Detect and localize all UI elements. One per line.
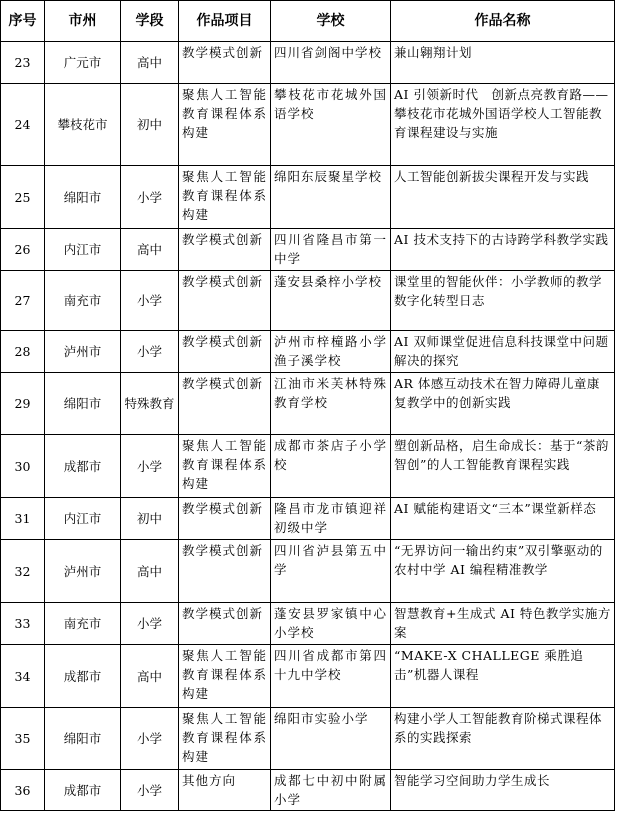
cell-title: AI 双师课堂促进信息科技课堂中问题解决的探究 <box>391 331 615 373</box>
cell-city: 内江市 <box>45 229 121 271</box>
cell-no: 29 <box>1 373 45 435</box>
cell-project: 教学模式创新 <box>179 271 271 331</box>
cell-no: 32 <box>1 540 45 603</box>
cell-stage: 小学 <box>121 271 179 331</box>
cell-stage: 小学 <box>121 166 179 229</box>
cell-no: 27 <box>1 271 45 331</box>
cell-city: 成都市 <box>45 645 121 708</box>
table-row <box>1 645 615 708</box>
cell-city: 绵阳市 <box>45 373 121 435</box>
cell-no: 26 <box>1 229 45 271</box>
cell-title: 兼山翱翔计划 <box>391 42 615 84</box>
table-row <box>1 498 615 540</box>
cell-title: 智慧教育+生成式 AI 特色教学实施方案 <box>391 603 615 645</box>
cell-stage: 高中 <box>121 540 179 603</box>
cell-school: 绵阳市实验小学 <box>271 708 391 770</box>
cell-no: 24 <box>1 84 45 166</box>
cell-city: 成都市 <box>45 435 121 498</box>
cell-project: 教学模式创新 <box>179 229 271 271</box>
cell-school: 绵阳东辰聚星学校 <box>271 166 391 229</box>
cell-school: 四川省隆昌市第一中学 <box>271 229 391 271</box>
table-header-row <box>1 1 615 42</box>
cell-city: 泸州市 <box>45 540 121 603</box>
cell-title: 智能学习空间助力学生成长 <box>391 770 615 811</box>
cell-city: 攀枝花市 <box>45 84 121 166</box>
table-row <box>1 229 615 271</box>
cell-stage: 初中 <box>121 84 179 166</box>
cell-no: 25 <box>1 166 45 229</box>
table-row <box>1 166 615 229</box>
cell-school: 蓬安县桑梓小学校 <box>271 271 391 331</box>
cell-project: 其他方向 <box>179 770 271 811</box>
table-row <box>1 42 615 84</box>
cell-title: AI 引领新时代 创新点亮教育路——攀枝花市花城外国语学校人工智能教育课程建设与实施 <box>391 84 615 166</box>
cell-title: AI 技术支持下的古诗跨学科教学实践 <box>391 229 615 271</box>
cell-city: 泸州市 <box>45 331 121 373</box>
cell-project: 聚焦人工智能教育课程体系构建 <box>179 84 271 166</box>
table-row <box>1 708 615 770</box>
cell-no: 23 <box>1 42 45 84</box>
cell-project: 教学模式创新 <box>179 331 271 373</box>
cell-city: 南充市 <box>45 603 121 645</box>
cell-stage: 小学 <box>121 331 179 373</box>
cell-no: 33 <box>1 603 45 645</box>
cell-stage: 高中 <box>121 42 179 84</box>
cell-stage: 初中 <box>121 498 179 540</box>
cell-stage: 小学 <box>121 770 179 811</box>
cell-project: 聚焦人工智能教育课程体系构建 <box>179 435 271 498</box>
table-row <box>1 84 615 166</box>
cell-title: AR 体感互动技术在智力障碍儿童康复教学中的创新实践 <box>391 373 615 435</box>
cell-project: 教学模式创新 <box>179 540 271 603</box>
cell-title: 塑创新品格，启生命成长：基于“茶韵智创”的人工智能教育课程实践 <box>391 435 615 498</box>
table-row <box>1 540 615 603</box>
cell-project: 聚焦人工智能教育课程体系构建 <box>179 166 271 229</box>
header-no: 序号 <box>1 1 45 42</box>
table-row <box>1 271 615 331</box>
cell-stage: 小学 <box>121 603 179 645</box>
header-title: 作品名称 <box>391 1 615 42</box>
cell-school: 攀枝花市花城外国语学校 <box>271 84 391 166</box>
cell-city: 绵阳市 <box>45 166 121 229</box>
cell-school: 四川省成都市第四十九中学校 <box>271 645 391 708</box>
cell-school: 泸州市梓橦路小学渔子溪学校 <box>271 331 391 373</box>
cell-stage: 小学 <box>121 708 179 770</box>
cell-title: 人工智能创新拔尖课程开发与实践 <box>391 166 615 229</box>
cell-school: 成都市茶店子小学校 <box>271 435 391 498</box>
table-row <box>1 603 615 645</box>
cell-title: 构建小学人工智能教育阶梯式课程体系的实践探索 <box>391 708 615 770</box>
cell-no: 34 <box>1 645 45 708</box>
cell-project: 聚焦人工智能教育课程体系构建 <box>179 645 271 708</box>
cell-title: “MAKE-X CHALLEGE 乘胜追击”机器人课程 <box>391 645 615 708</box>
cell-no: 36 <box>1 770 45 811</box>
cell-project: 教学模式创新 <box>179 42 271 84</box>
cell-city: 内江市 <box>45 498 121 540</box>
cell-stage: 高中 <box>121 229 179 271</box>
cell-stage: 特殊教育 <box>121 373 179 435</box>
cell-stage: 高中 <box>121 645 179 708</box>
cell-city: 广元市 <box>45 42 121 84</box>
cell-city: 南充市 <box>45 271 121 331</box>
cell-school: 四川省剑阁中学校 <box>271 42 391 84</box>
cell-city: 成都市 <box>45 770 121 811</box>
cell-school: 江油市米芙林特殊教育学校 <box>271 373 391 435</box>
cell-no: 35 <box>1 708 45 770</box>
table-row <box>1 331 615 373</box>
cell-title: AI 赋能构建语文“三本”课堂新样态 <box>391 498 615 540</box>
cell-no: 28 <box>1 331 45 373</box>
cell-project: 教学模式创新 <box>179 373 271 435</box>
cell-city: 绵阳市 <box>45 708 121 770</box>
header-stage: 学段 <box>121 1 179 42</box>
cell-project: 教学模式创新 <box>179 498 271 540</box>
cell-no: 31 <box>1 498 45 540</box>
cell-school: 蓬安县罗家镇中心小学校 <box>271 603 391 645</box>
cell-stage: 小学 <box>121 435 179 498</box>
cell-school: 四川省泸县第五中学 <box>271 540 391 603</box>
table-row <box>1 373 615 435</box>
cell-school: 成都七中初中附属小学 <box>271 770 391 811</box>
header-school: 学校 <box>271 1 391 42</box>
table-row <box>1 435 615 498</box>
header-city: 市州 <box>45 1 121 42</box>
cell-title: “无界访问一输出约束”双引擎驱动的农村中学 AI 编程精准教学 <box>391 540 615 603</box>
cell-project: 教学模式创新 <box>179 603 271 645</box>
cell-no: 30 <box>1 435 45 498</box>
table-row <box>1 770 615 811</box>
cell-school: 隆昌市龙市镇迎祥初级中学 <box>271 498 391 540</box>
header-project: 作品项目 <box>179 1 271 42</box>
cell-title: 课堂里的智能伙伴：小学教师的教学数字化转型日志 <box>391 271 615 331</box>
cell-project: 聚焦人工智能教育课程体系构建 <box>179 708 271 770</box>
